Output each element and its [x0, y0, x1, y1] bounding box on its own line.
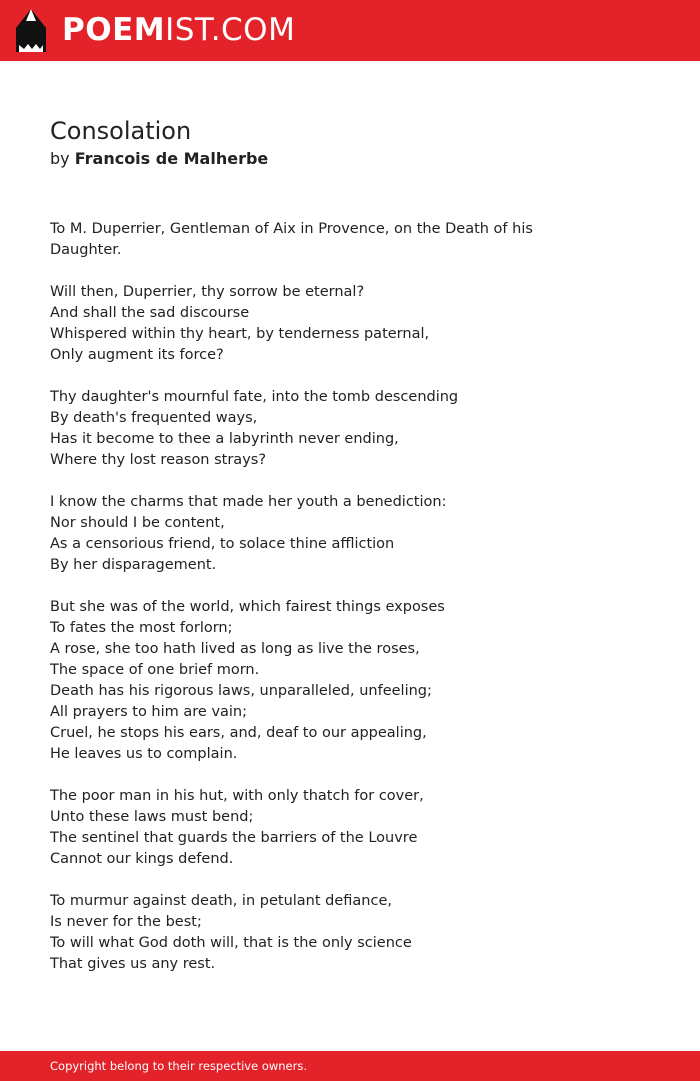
poem-stanza — [50, 597, 650, 765]
poem-line: A rose, she too hath lived as long as live the roses, — [50, 641, 420, 657]
poem-stanza — [50, 387, 650, 471]
poem-line: All prayers to him are vain; — [50, 704, 248, 720]
poem-line: To fates the most forlorn; — [50, 620, 233, 636]
poem-line: By death's frequented ways, — [50, 410, 258, 426]
poem-line: Where thy lost reason strays? — [50, 452, 267, 468]
poem-line: That gives us any rest. — [50, 956, 216, 972]
poem-line: As a censorious friend, to solace thine affliction — [50, 536, 395, 552]
poem-body — [50, 219, 650, 996]
poem-line: And shall the sad discourse — [50, 305, 250, 321]
by-label: by — [50, 149, 70, 168]
poem-line: Only augment its force? — [50, 347, 224, 363]
poem-title: Consolation — [50, 117, 192, 145]
poem-line: Death has his rigorous laws, unparalleled, unfeeling; — [50, 683, 432, 699]
poem-author: Francois de Malherbe — [74, 149, 269, 168]
poem-line: He leaves us to complain. — [50, 746, 238, 762]
poem-line: Has it become to thee a labyrinth never ending, — [50, 431, 399, 447]
poem-line: Cannot our kings defend. — [50, 851, 234, 867]
poem-line: Nor should I be content, — [50, 515, 225, 531]
poem-line: Cruel, he stops his ears, and, deaf to our appealing, — [50, 725, 427, 741]
poem-stanza — [50, 219, 650, 261]
poem-line: By her disparagement. — [50, 557, 217, 573]
poem-line: I know the charms that made her youth a benediction: — [50, 494, 447, 510]
logo-text-light: IST.COM — [165, 12, 296, 48]
poem-line: The poor man in his hut, with only thatch for cover, — [50, 788, 424, 804]
poem-stanza — [50, 786, 650, 870]
poem-line: To murmur against death, in petulant defiance, — [50, 893, 392, 909]
poem-line: Thy daughter's mournful fate, into the tomb descending — [50, 389, 459, 405]
site-header — [0, 0, 700, 61]
site-footer — [0, 1051, 700, 1081]
poem-line: Is never for the best; — [50, 914, 202, 930]
poem-line: To M. Duperrier, Gentleman of Aix in Provence, on the Death of his — [50, 221, 533, 237]
poem-line: Will then, Duperrier, thy sorrow be eternal? — [50, 284, 365, 300]
poem-line: To will what God doth will, that is the only science — [50, 935, 412, 951]
poem-line: The sentinel that guards the barriers of the Louvre — [50, 830, 418, 846]
pencil-icon[interactable] — [16, 9, 46, 52]
poem-stanza — [50, 282, 650, 366]
logo-text-bold: POEM — [62, 12, 166, 48]
poem-line: But she was of the world, which fairest things exposes — [50, 599, 445, 615]
poem-line: Whispered within thy heart, by tenderness paternal, — [50, 326, 430, 342]
poem-line: The space of one brief morn. — [50, 662, 260, 678]
poem-stanza — [50, 492, 650, 576]
poem-line: Daughter. — [50, 242, 122, 258]
site-logo-link[interactable] — [62, 12, 295, 48]
copyright-text: Copyright belong to their respective owners. — [50, 1059, 308, 1073]
poem-line: Unto these laws must bend; — [50, 809, 254, 825]
poem-stanza — [50, 891, 650, 975]
poem-byline — [50, 148, 268, 170]
